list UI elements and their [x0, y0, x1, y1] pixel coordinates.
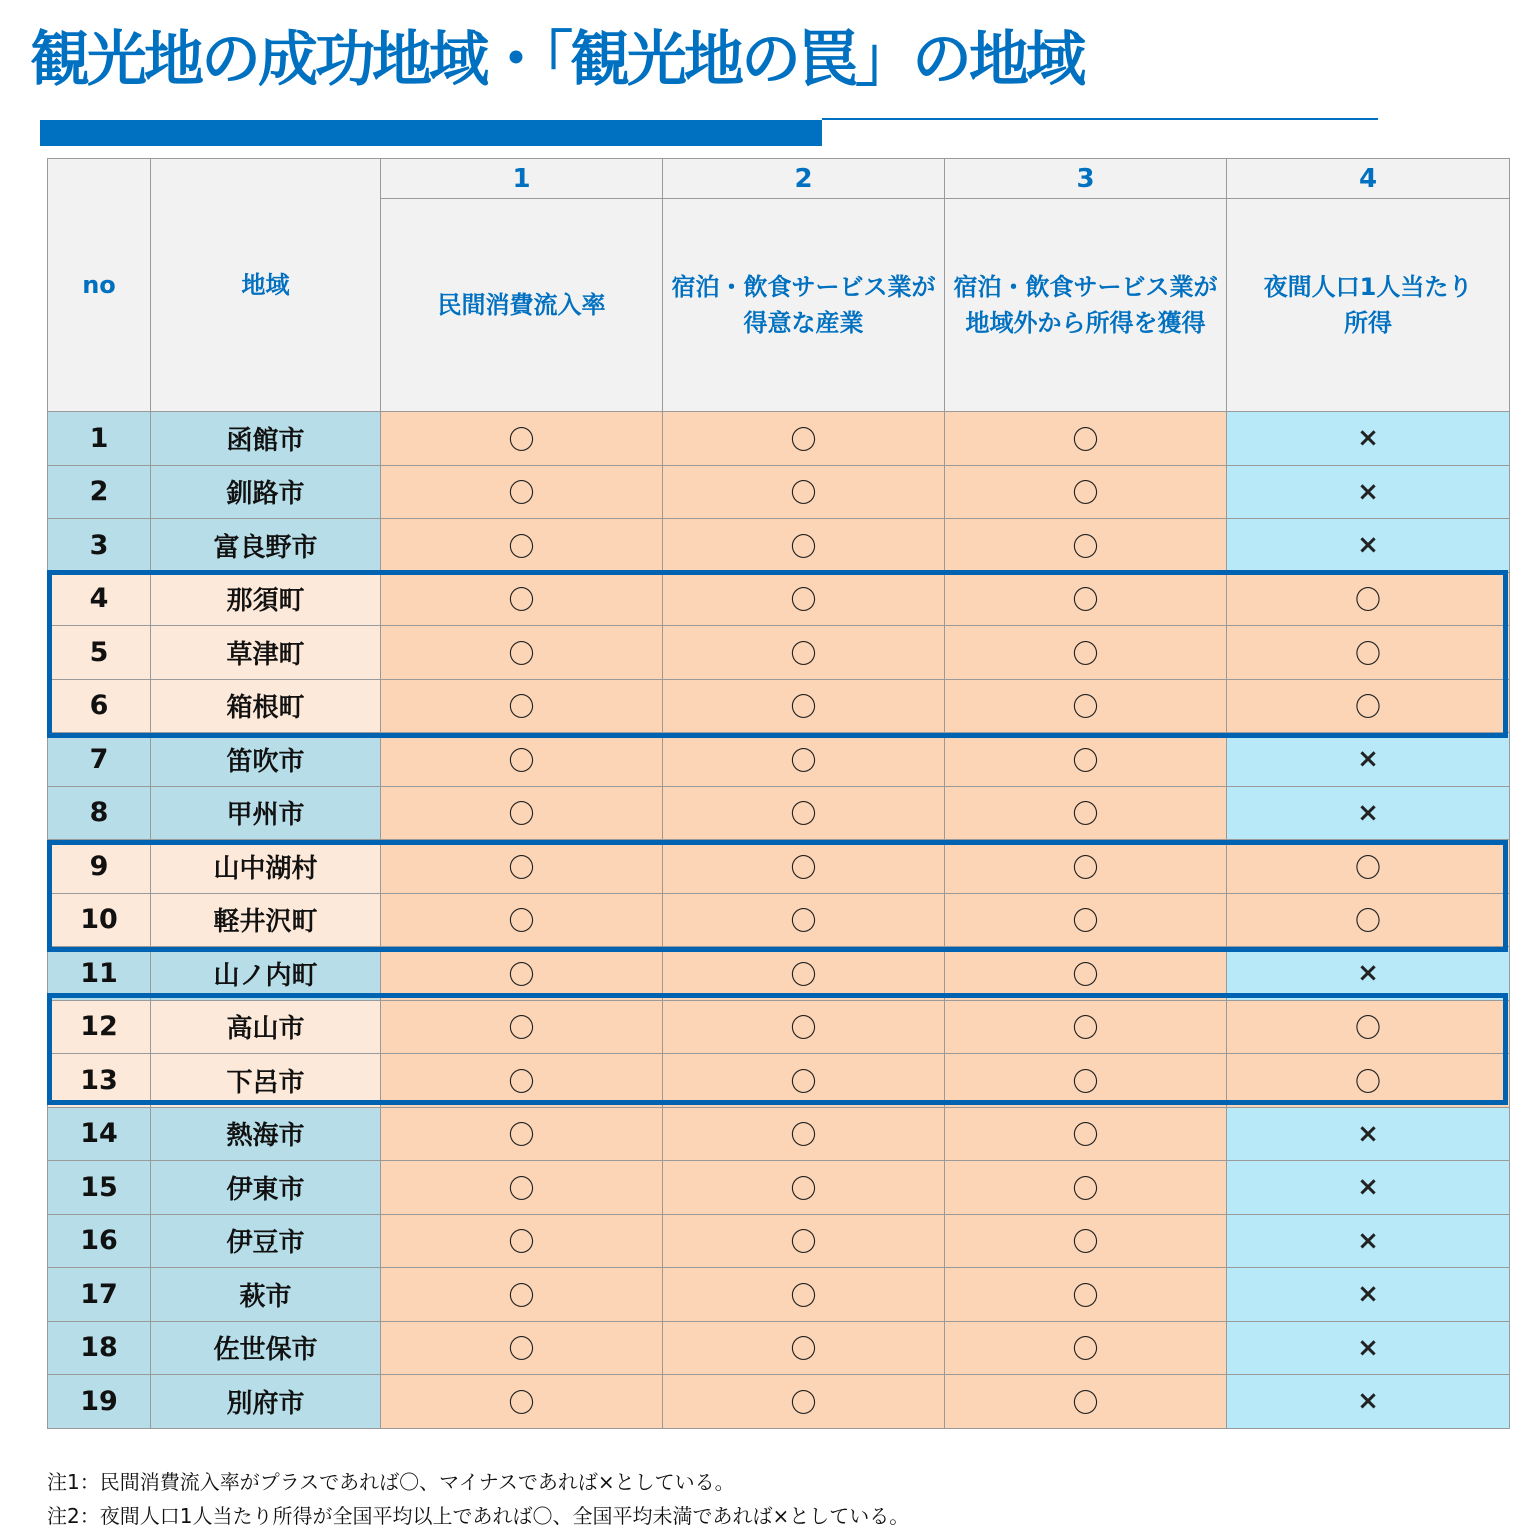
table-row	[48, 1321, 1510, 1375]
criterion-4-mark: ×	[1227, 465, 1510, 519]
row-number: 13	[48, 1054, 151, 1108]
header-no-label: no	[82, 271, 116, 299]
row-number: 6	[48, 679, 151, 733]
criterion-3-mark: 〇	[945, 626, 1227, 680]
row-number: 19	[48, 1375, 151, 1429]
criterion-1-mark: 〇	[381, 1107, 663, 1161]
page-title: 観光地の成功地域・「観光地の罠」の地域	[30, 25, 1083, 95]
header-criterion-number: 1	[381, 159, 663, 199]
criterion-4-mark: 〇	[1227, 1000, 1510, 1054]
criterion-4-mark: ×	[1227, 786, 1510, 840]
row-number: 7	[48, 733, 151, 787]
criterion-3-mark: 〇	[945, 1161, 1227, 1215]
criterion-2-mark: 〇	[663, 1000, 945, 1054]
criterion-4-mark: 〇	[1227, 626, 1510, 680]
table-row	[48, 947, 1510, 1001]
row-region: 釧路市	[151, 465, 381, 519]
row-region: 草津町	[151, 626, 381, 680]
criterion-4-mark: ×	[1227, 1321, 1510, 1375]
row-number: 15	[48, 1161, 151, 1215]
criterion-2-mark: 〇	[663, 947, 945, 1001]
table-row	[48, 1161, 1510, 1215]
criterion-4-mark: ×	[1227, 1375, 1510, 1429]
table-row	[48, 572, 1510, 626]
criterion-3-mark: 〇	[945, 733, 1227, 787]
criterion-3-mark: 〇	[945, 1375, 1227, 1429]
title-underline-line	[822, 118, 1378, 120]
row-number: 1	[48, 412, 151, 466]
row-region: 熱海市	[151, 1107, 381, 1161]
table-row	[48, 893, 1510, 947]
criterion-4-mark: ×	[1227, 1214, 1510, 1268]
criterion-4-mark: ×	[1227, 1161, 1510, 1215]
row-number: 17	[48, 1268, 151, 1322]
criterion-2-mark: 〇	[663, 679, 945, 733]
criterion-2-mark: 〇	[663, 1268, 945, 1322]
criterion-label-line: 地域外から所得を獲得	[965, 309, 1206, 337]
row-number: 9	[48, 840, 151, 894]
criterion-1-mark: 〇	[381, 465, 663, 519]
row-region: 別府市	[151, 1375, 381, 1429]
criterion-3-mark: 〇	[945, 840, 1227, 894]
row-region: 函館市	[151, 412, 381, 466]
criterion-2-mark: 〇	[663, 519, 945, 573]
header-no	[48, 159, 151, 412]
criterion-3-mark: 〇	[945, 1268, 1227, 1322]
criterion-label-line: 得意な産業	[743, 309, 864, 337]
table-row	[48, 1268, 1510, 1322]
criterion-2-mark: 〇	[663, 1375, 945, 1429]
criterion-4-mark: 〇	[1227, 1054, 1510, 1108]
table-row	[48, 1107, 1510, 1161]
table-row	[48, 840, 1510, 894]
header-criterion-label	[663, 199, 945, 412]
footnotes	[47, 1465, 909, 1533]
criterion-3-mark: 〇	[945, 1214, 1227, 1268]
criterion-2-mark: 〇	[663, 840, 945, 894]
criterion-4-mark: ×	[1227, 519, 1510, 573]
row-region: 萩市	[151, 1268, 381, 1322]
criterion-3-mark: 〇	[945, 412, 1227, 466]
footnote: 注2：夜間人口1人当たり所得が全国平均以上であれば〇、全国平均未満であれば×としている。	[47, 1504, 910, 1528]
criterion-2-mark: 〇	[663, 786, 945, 840]
table-row	[48, 733, 1510, 787]
criterion-4-mark: ×	[1227, 1107, 1510, 1161]
table-row	[48, 1054, 1510, 1108]
criterion-1-mark: 〇	[381, 1268, 663, 1322]
criterion-1-mark: 〇	[381, 519, 663, 573]
criterion-1-mark: 〇	[381, 1214, 663, 1268]
table-row	[48, 626, 1510, 680]
criterion-1-mark: 〇	[381, 733, 663, 787]
criterion-3-mark: 〇	[945, 893, 1227, 947]
table-row	[48, 679, 1510, 733]
row-number: 3	[48, 519, 151, 573]
header-criterion-number: 3	[945, 159, 1227, 199]
criterion-1-mark: 〇	[381, 679, 663, 733]
row-number: 4	[48, 572, 151, 626]
header-criterion-label	[945, 199, 1227, 412]
table-row	[48, 1214, 1510, 1268]
row-region: 甲州市	[151, 786, 381, 840]
row-number: 18	[48, 1321, 151, 1375]
criterion-4-mark: ×	[1227, 1268, 1510, 1322]
criterion-1-mark: 〇	[381, 1000, 663, 1054]
criterion-1-mark: 〇	[381, 626, 663, 680]
row-region: 佐世保市	[151, 1321, 381, 1375]
criterion-3-mark: 〇	[945, 519, 1227, 573]
criterion-1-mark: 〇	[381, 412, 663, 466]
region-table	[47, 158, 1510, 1429]
criterion-4-mark: ×	[1227, 733, 1510, 787]
criterion-1-mark: 〇	[381, 1161, 663, 1215]
criterion-3-mark: 〇	[945, 1054, 1227, 1108]
row-region: 山中湖村	[151, 840, 381, 894]
footnote: 注1：民間消費流入率がプラスであれば〇、マイナスであれば×としている。	[47, 1470, 735, 1494]
row-region: 伊豆市	[151, 1214, 381, 1268]
criterion-1-mark: 〇	[381, 1375, 663, 1429]
row-number: 2	[48, 465, 151, 519]
row-region: 那須町	[151, 572, 381, 626]
header-criterion-number: 4	[1227, 159, 1510, 199]
header-criterion-label	[1227, 199, 1510, 412]
row-region: 笛吹市	[151, 733, 381, 787]
criterion-4-mark: ×	[1227, 412, 1510, 466]
criterion-1-mark: 〇	[381, 840, 663, 894]
criterion-2-mark: 〇	[663, 465, 945, 519]
row-region: 山ノ内町	[151, 947, 381, 1001]
criterion-3-mark: 〇	[945, 572, 1227, 626]
criterion-3-mark: 〇	[945, 1107, 1227, 1161]
table-row	[48, 1000, 1510, 1054]
row-number: 10	[48, 893, 151, 947]
criterion-2-mark: 〇	[663, 1107, 945, 1161]
criterion-2-mark: 〇	[663, 893, 945, 947]
criterion-3-mark: 〇	[945, 465, 1227, 519]
header-criterion-label	[381, 199, 663, 412]
criterion-1-mark: 〇	[381, 1321, 663, 1375]
criterion-3-mark: 〇	[945, 947, 1227, 1001]
criterion-2-mark: 〇	[663, 412, 945, 466]
row-number: 11	[48, 947, 151, 1001]
criterion-3-mark: 〇	[945, 679, 1227, 733]
row-number: 14	[48, 1107, 151, 1161]
criterion-1-mark: 〇	[381, 572, 663, 626]
criterion-3-mark: 〇	[945, 1321, 1227, 1375]
criterion-label-line: 所得	[1344, 309, 1392, 337]
criterion-2-mark: 〇	[663, 1054, 945, 1108]
row-region: 下呂市	[151, 1054, 381, 1108]
table-row	[48, 519, 1510, 573]
criterion-4-mark: 〇	[1227, 840, 1510, 894]
criterion-1-mark: 〇	[381, 893, 663, 947]
criterion-3-mark: 〇	[945, 1000, 1227, 1054]
criterion-1-mark: 〇	[381, 947, 663, 1001]
row-number: 8	[48, 786, 151, 840]
table-row	[48, 1375, 1510, 1429]
criterion-4-mark: 〇	[1227, 572, 1510, 626]
row-region: 箱根町	[151, 679, 381, 733]
row-number: 12	[48, 1000, 151, 1054]
criterion-label-line: 夜間人口1人当たり	[1263, 273, 1473, 301]
row-number: 5	[48, 626, 151, 680]
row-region: 伊東市	[151, 1161, 381, 1215]
criterion-1-mark: 〇	[381, 786, 663, 840]
criterion-4-mark: 〇	[1227, 679, 1510, 733]
criterion-4-mark: ×	[1227, 947, 1510, 1001]
criterion-3-mark: 〇	[945, 786, 1227, 840]
criterion-2-mark: 〇	[663, 733, 945, 787]
header-criterion-number: 2	[663, 159, 945, 199]
header-region	[151, 159, 381, 412]
criterion-2-mark: 〇	[663, 1321, 945, 1375]
criterion-4-mark: 〇	[1227, 893, 1510, 947]
criterion-label-line: 民間消費流入率	[437, 291, 606, 319]
title-underline-bar	[40, 120, 822, 146]
criterion-label-line: 宿泊・飲食サービス業が	[953, 273, 1218, 301]
row-region: 高山市	[151, 1000, 381, 1054]
table-row	[48, 465, 1510, 519]
table-row	[48, 786, 1510, 840]
row-region: 富良野市	[151, 519, 381, 573]
criterion-1-mark: 〇	[381, 1054, 663, 1108]
table-row	[48, 412, 1510, 466]
criterion-label-line: 宿泊・飲食サービス業が	[671, 273, 936, 301]
row-region: 軽井沢町	[151, 893, 381, 947]
criterion-2-mark: 〇	[663, 1214, 945, 1268]
row-number: 16	[48, 1214, 151, 1268]
header-region-label: 地域	[241, 271, 290, 299]
criterion-2-mark: 〇	[663, 1161, 945, 1215]
criterion-2-mark: 〇	[663, 626, 945, 680]
criterion-2-mark: 〇	[663, 572, 945, 626]
